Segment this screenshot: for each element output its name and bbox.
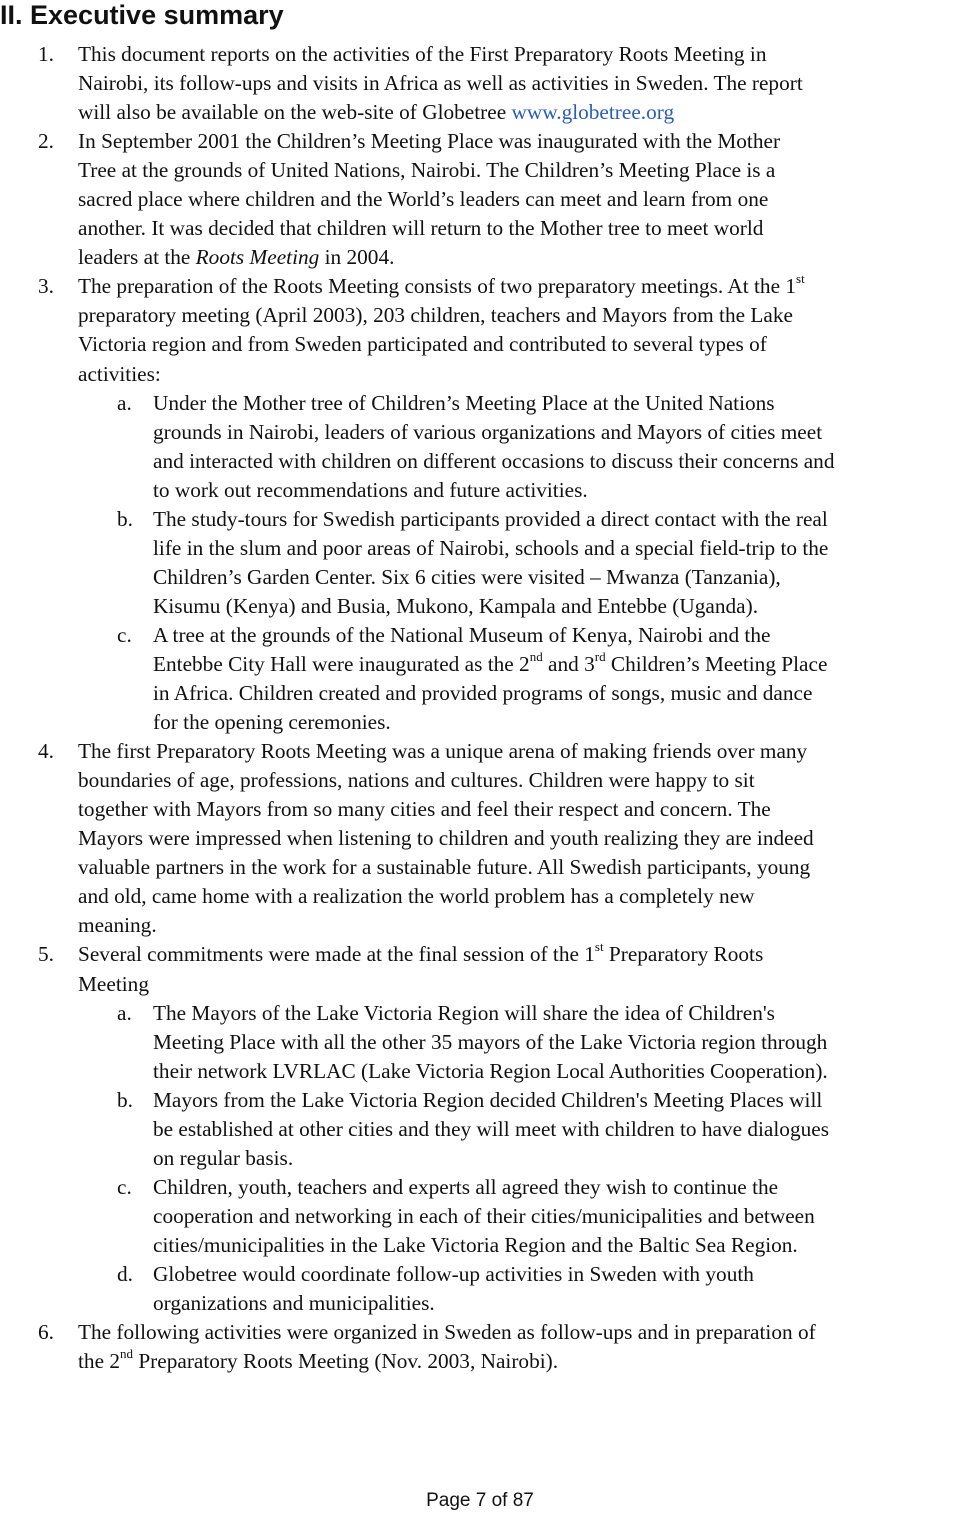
sub-item-3a (0, 389, 960, 505)
text-line (78, 243, 960, 272)
item-number: 6. (38, 1320, 54, 1345)
text-span: Several commitments were made at the final session of the 1 (78, 942, 595, 967)
text-line: In September 2001 the Children’s Meeting Place was inaugurated with the Mother (78, 129, 781, 154)
text-line (78, 98, 960, 127)
text-line (78, 272, 960, 301)
text-line: Under the Mother tree of Children’s Meeting Place at the United Nations (153, 390, 775, 415)
page-number: Page 7 of 87 (426, 1490, 534, 1511)
sub-item-letter: b. (117, 506, 133, 531)
text-line: cities/municipalities in the Lake Victoria Region and the Baltic Sea Region. (153, 1232, 798, 1257)
text-line: cooperation and networking in each of their cities/municipalities and between (153, 1203, 815, 1228)
sub-item-letter: c. (117, 1174, 132, 1199)
text-line: Globetree would coordinate follow-up activities in Sweden with youth (153, 1261, 754, 1286)
sub-item-letter: a. (117, 1000, 132, 1025)
text-line: Victoria region and from Sweden participated and contributed to several types of (78, 332, 767, 357)
sub-item-3b (0, 505, 960, 621)
text-line: meaning. (78, 913, 157, 938)
sub-item-letter: d. (117, 1261, 133, 1286)
item-number: 5. (38, 942, 54, 967)
sub-item-letter: a. (117, 390, 132, 415)
text-span: the 2 (78, 1349, 120, 1374)
text-span: leaders at the (78, 245, 196, 270)
text-line (153, 650, 960, 679)
text-line: The Mayors of the Lake Victoria Region will share the idea of Children's (153, 1000, 775, 1025)
item-number: 1. (38, 42, 54, 66)
text-line: A tree at the grounds of the National Museum of Kenya, Nairobi and the (153, 622, 771, 647)
list-item-4 (0, 737, 960, 940)
text-span: The preparation of the Roots Meeting consists of two preparatory meetings. At the 1 (78, 274, 797, 299)
text-line: Children’s Garden Center. Six 6 cities were visited – Mwanza (Tanzania), (153, 564, 781, 589)
text-line: life in the slum and poor areas of Nairobi, schools and a special field-trip to the (153, 535, 829, 560)
text-line: valuable partners in the work for a sustainable future. All Swedish participants, young (78, 855, 811, 880)
text-line: and old, came home with a realization the world problem has a completely new (78, 884, 755, 909)
text-line: another. It was decided that children will return to the Mother tree to meet world (78, 216, 764, 241)
superscript: rd (594, 648, 606, 664)
list-item-2 (0, 127, 960, 272)
superscript: nd (120, 1346, 133, 1362)
text-span: Entebbe City Hall were inaugurated as the 2 (153, 651, 530, 676)
item-number: 3. (38, 274, 54, 299)
list-item-3 (0, 272, 960, 388)
text-line (78, 1347, 960, 1376)
text-span: in 2004. (319, 245, 395, 270)
text-line: The following activities were organized in Sweden as follow-ups and in preparation of (78, 1320, 816, 1345)
text-line: Nairobi, its follow-ups and visits in Africa as well as activities in Sweden. The report (78, 71, 803, 96)
text-line: sacred place where children and the World’s leaders can meet and learn from one (78, 187, 769, 212)
text-line: their network LVRLAC (Lake Victoria Region Local Authorities Cooperation). (153, 1058, 828, 1083)
superscript: st (594, 939, 604, 955)
text-line: Mayors were impressed when listening to children and youth realizing they are indeed (78, 826, 814, 851)
section-heading: II. Executive summary (0, 0, 284, 30)
text-line: grounds in Nairobi, leaders of various organizations and Mayors of cities meet (153, 419, 823, 444)
summary-list (0, 40, 960, 1376)
sub-item-5c (0, 1173, 960, 1260)
text-span: Children’s Meeting Place (605, 651, 828, 676)
text-line: and interacted with children on different occasions to discuss their concerns and (153, 448, 835, 473)
text-line: on regular basis. (153, 1145, 294, 1170)
sub-item-3c (0, 621, 960, 737)
text-span: Preparatory Roots Meeting (Nov. 2003, Nairobi). (133, 1349, 559, 1374)
text-line: for the opening ceremonies. (153, 710, 391, 735)
item-number: 4. (38, 739, 54, 764)
text-line: preparatory meeting (April 2003), 203 children, teachers and Mayors from the Lake (78, 303, 793, 328)
text-span: Preparatory Roots (603, 942, 764, 967)
list-item-5 (0, 940, 960, 998)
text-line: activities: (78, 361, 161, 386)
text-line: to work out recommendations and future activities. (153, 477, 588, 502)
list-item-1 (0, 40, 960, 127)
text-line: Meeting (78, 971, 149, 996)
text-line: The study-tours for Swedish participants provided a direct contact with the real (153, 506, 828, 531)
list-item-6 (0, 1318, 960, 1376)
text-line: together with Mayors from so many cities and feel their respect and concern. The (78, 797, 771, 822)
emphasis: Roots Meeting (195, 245, 320, 270)
sub-item-letter: b. (117, 1087, 133, 1112)
text-line: Mayors from the Lake Victoria Region decided Children's Meeting Places will (153, 1087, 823, 1112)
text-line: This document reports on the activities of the First Preparatory Roots Meeting in (78, 42, 767, 66)
text-line: in Africa. Children created and provided programs of songs, music and dance (153, 681, 813, 706)
text-line (78, 940, 960, 969)
text-line: Children, youth, teachers and experts all agreed they wish to continue the (153, 1174, 779, 1199)
sub-item-5d (0, 1260, 960, 1318)
globetree-link[interactable]: www.globetree.org (511, 100, 675, 125)
text-span: and 3 (542, 651, 595, 676)
text-line: boundaries of age, professions, nations and cultures. Children were happy to sit (78, 768, 755, 793)
text-span: will also be available on the web-site of Globetree (78, 100, 512, 125)
item-number: 2. (38, 129, 54, 154)
superscript: nd (529, 648, 543, 664)
text-line: Meeting Place with all the other 35 mayors of the Lake Victoria region through (153, 1029, 828, 1054)
text-line: organizations and municipalities. (153, 1291, 435, 1316)
sub-item-letter: c. (117, 622, 132, 647)
superscript: st (796, 271, 805, 287)
text-line: Tree at the grounds of United Nations, Nairobi. The Children’s Meeting Place is a (78, 158, 776, 183)
text-line: Kisumu (Kenya) and Busia, Mukono, Kampala and Entebbe (Uganda). (153, 593, 759, 618)
sub-item-5b (0, 1086, 960, 1173)
text-line: be established at other cities and they will meet with children to have dialogues (153, 1116, 829, 1141)
text-line: The first Preparatory Roots Meeting was a unique arena of making friends over many (78, 739, 808, 764)
sub-item-5a (0, 999, 960, 1086)
